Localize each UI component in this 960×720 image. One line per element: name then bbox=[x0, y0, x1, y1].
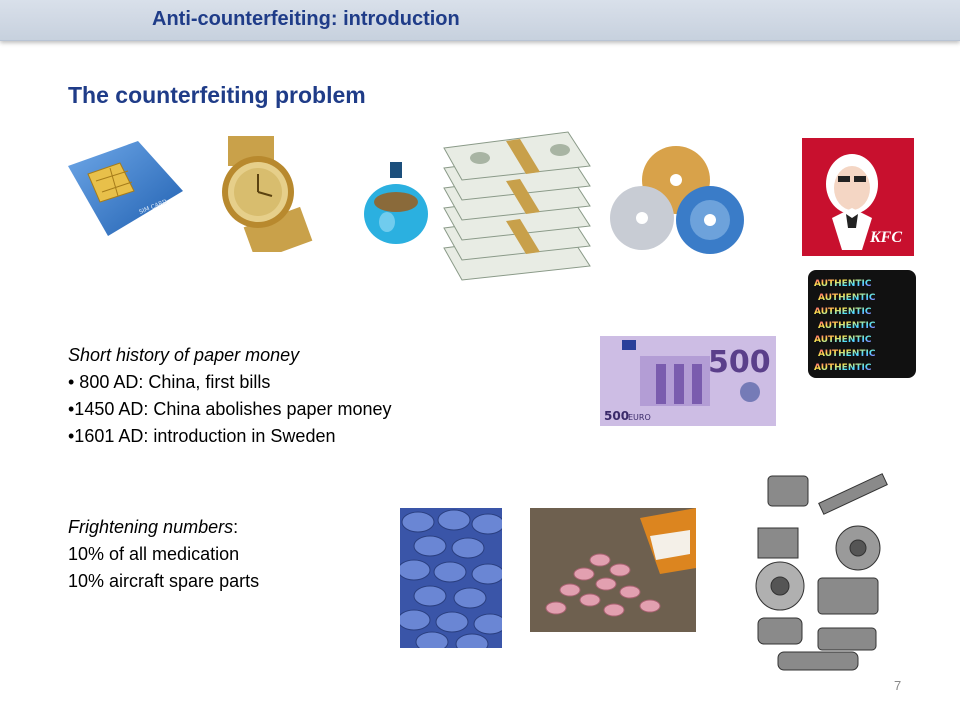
car-parts-image bbox=[748, 468, 898, 680]
hologram-word: AUTHENTIC bbox=[818, 321, 876, 331]
cd-discs-image bbox=[606, 144, 746, 260]
slide-title: The counterfeiting problem bbox=[68, 82, 366, 108]
euro-denomination-small: 500 bbox=[604, 409, 630, 423]
euro-denomination-large: 500 bbox=[708, 345, 771, 380]
header-bar bbox=[0, 0, 960, 41]
history-bullet: • 800 AD: China, first bills bbox=[68, 372, 271, 392]
numbers-heading: Frightening numbers bbox=[68, 517, 234, 537]
perfume-bottle-image bbox=[357, 158, 437, 250]
header-title: Anti-counterfeiting: introduction bbox=[152, 8, 460, 30]
numbers-heading-colon: : bbox=[233, 517, 239, 537]
euro-currency-label: EURO bbox=[628, 413, 651, 422]
hologram-word: AUTHENTIC bbox=[814, 279, 872, 289]
numbers-line: 10% aircraft spare parts bbox=[68, 571, 260, 591]
sim-card-image bbox=[48, 136, 188, 252]
history-bullet: •1450 AD: China abolishes paper money bbox=[68, 399, 392, 419]
kfc-logo-text: KFC bbox=[870, 229, 903, 246]
watch-image bbox=[208, 136, 324, 252]
money-stack-image bbox=[440, 128, 604, 284]
hologram-word: AUTHENTIC bbox=[814, 335, 872, 345]
hologram-sticker-image bbox=[808, 270, 916, 378]
kfc-logo-image bbox=[802, 138, 914, 256]
paper-money-history bbox=[68, 342, 392, 450]
blue-pills-image bbox=[400, 508, 502, 648]
euro-banknote-image bbox=[600, 336, 776, 426]
pill-bottle-image bbox=[530, 508, 696, 632]
hologram-word: AUTHENTIC bbox=[814, 363, 872, 373]
hologram-word: AUTHENTIC bbox=[814, 307, 872, 317]
page-number: 7 bbox=[894, 678, 902, 693]
frightening-numbers bbox=[68, 514, 259, 595]
history-bullet: •1601 AD: introduction in Sweden bbox=[68, 426, 336, 446]
hologram-word: AUTHENTIC bbox=[818, 349, 876, 359]
hologram-word: AUTHENTIC bbox=[818, 293, 876, 303]
history-heading: Short history of paper money bbox=[68, 345, 300, 365]
sim-card-label: SIM CARD bbox=[138, 198, 169, 216]
numbers-line: 10% of all medication bbox=[68, 544, 240, 564]
